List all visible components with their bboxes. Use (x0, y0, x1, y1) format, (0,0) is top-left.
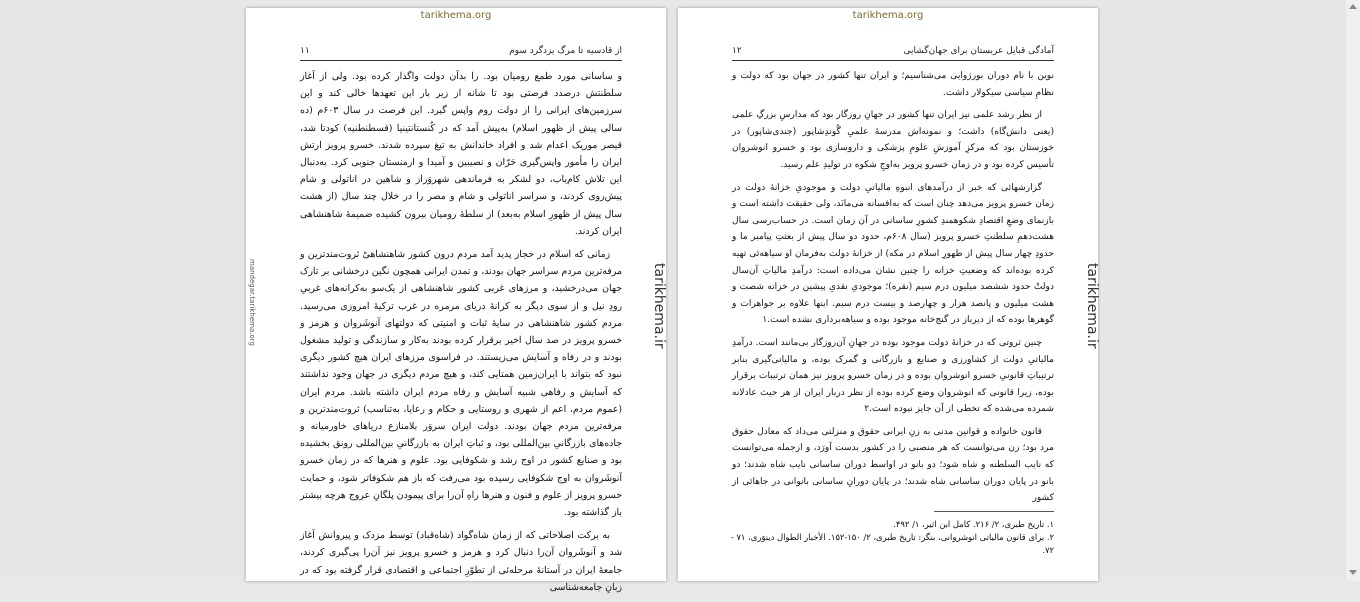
watermark-url: tarikhema.org (420, 10, 492, 21)
page-body (300, 68, 622, 602)
running-title: آمادگی قبایل عربستان برای جهان‌گشایی (903, 46, 1054, 56)
paragraph: به برکت اصلاحاتی که از زمان شاه‌گواد (شاه‌قباد) توسط مزدک و پیروانش آغاز شد و آنوشَروان آن‌را دنبال کرد و هرمز و خسرو پرویز نیز آن‌را پی‌گیری کردند، جامعهٔ ایران در آستانهٔ مرحله‌ئی از تطوّرِ اجتماعی و اقتصادی قرار گرفته بود که در زبانِ جامعه‌شناسی (300, 530, 622, 593)
side-watermark-small: mandegar.tarikhema.org (248, 259, 256, 346)
paragraph: زمانی که اسلام در حجاز پدید آمد مردم درون کشور شاهنشاهیْ ثروت‌مندترین و مرفه‌ترین مردم سراسر جهان بودند، و تمدن ایرانی همچون نگین درخشانی بر تارک جهان می‌درخشید، و مرزهای غربی کشور شاهنشاهی از یک‌سو به‌کرانه‌های غربیِ رودِ نیل و از سوی دیگر به کرانهٔ دریای مرمره در غرب ترکیهٔ امروزی می‌رسید. مردم کشور شاهنشاهی در سایهٔ ثبات و امنیتی که دولتهای آنوشَروان و هرمز و خسرو پرویز در صد سال اخیر برقرار کرده بودند به‌کار و سازندگی و تولید مشغول بودند و در رفاه و آسایش می‌زیستند. در فراسوی مرزهای ایران هیچ کشور دیگری نبود که بتواند با ایران‌زمین همتایی کند، و هیچ مردم دیگری در جهان وجود نداشتند که آسایش و رفاهی شبیه آسایش و رفاه مردم ایران داشته باشد. مردم ایران (عموم مردم، اعم از شهری و روستایی و حکام و رعایا، به‌تناسب) ثروت‌مندترین و مرفه‌ترین مردم جهان بودند. دولت ایران سروَر بلامنازع دریاهای خاورمیانه و جاده‌های بازرگانیِ بین‌المللی بود، و ثباتِ ایران به بازرگانیِ بین‌المللی رونق بخشیده بود و صنایع کشور در اوج رشد و شکوفایی بود. علوم و هنرها که در زمان خسرو آنوشَروان به اوج شکوفایی رسیده بود می‌رفت که باز هم شکوفاتر شود، و حمایت خسرو پرویز از علوم و فنون و هنرها راهِ آن‌را برای پیمودن پلگانِ عروج هرچه بیشتر باز گذاشته بود. (300, 249, 622, 519)
paragraph: و ساسانی مورد طمع رومیان بود. را بدآن دولت واگذار کرده بود. ولی از آغاز سلطنتش درصدد فرصتی بود تا شانه از زیر بار این تعهدها خالی کند و این سرزمین‌های ایرانی را از دولت روم واپس گیرد. این فرصت در سال ۶۰۳م (ده سالی پیش از ظهور اسلام) به‌پیش آمد که در کُنستانتینیا (قسطنطنیه) کودتا شد، قیصر موریک اعدام شد و افراد خاندانش به تیغ سپرده شدند. خسرو پرویز ارتش ایران را مأمور واپس‌گیری حَرّان و نصیبین و آمیدا و ارمنستان جنوبی کرد. به‌دنبال این تلاش کام‌یاب، دو لشکر به فرماندهی شهروَراز و شاهین در اناتولی و شام پیش‌روی کردند، و سراسر اناتولی و شام و مصر را در خلال چند سال (از هشت سال پیش از ظهورِ اسلام به‌بعد) از سلطهٔ رومیان بیرون کشیده ضمیمهٔ شاهنشاهی ایران کردند. (300, 71, 623, 237)
page-body (732, 68, 1054, 513)
watermark-url: tarikhema.org (852, 10, 924, 21)
paragraph: گزارشهائی که خبر از درآمدهای انبوهِ مالیاتیِ دولت و موجودیِ خزانهٔ دولت در زمان خسرو پرویز می‌دهد چنان است که به‌افسانه می‌مانَد، ولی حقیقت داشته است و بازنمای وضعِ اقتصادِ شکوهمندِ کشورِ ساسانی در آن زمان است. در حساب‌رسی سال هشت‌دهمِ سلطنتِ خسرو پرویز (سال ۶۰۸م، حدود دو سال پیش از بعثتِ پیامبر ما و حدودِ چهار سال پیش از ظهورِ اسلام در مکه) از خزانهٔ دولت به‌فرمان او سیاهه‌ئی تهیه کرده بوده‌اند که وضعیتِ خزانه را چنین نشان می‌داده است: درآمدِ مالیاتِ آن‌سال دولتْ حدود ششصد میلیون درم سیم (نقره)؛ موجودیِ نقدیِ پیشین در خزانه شصت و هشت میلیون و پانصد هزار و چهارصد و بیست درم سیم. اینها علاوه بر جواهرات و گوهرها بوده که از دیرباز در گنج‌خانه موجود بوده و سیاهه‌برداری نشده است.۱ (732, 182, 1054, 326)
page-right (678, 8, 1098, 581)
page-number: ۱۲ (732, 46, 742, 56)
running-header (300, 46, 622, 61)
running-header (732, 46, 1054, 61)
side-watermark-big: tarikhema.ir (651, 263, 667, 349)
scroll-down-icon[interactable] (1349, 570, 1357, 575)
paragraph: چنین ثروتی که در خزانهٔ دولت موجود بوده در جهانِ آن‌روزگار بی‌مانند است. درآمدِ مالیاتیِ دولت از کشاورزی و صنایع و بازرگانی و گمرک بوده، و مالیاتی‌گیری بنابر ترتیباتِ قانونیِ خسرو انوشروان بوده و در زمان خسرو پرویز نیز همان ترتیبات برقرار بوده، زیرا قانونی که انوشروان وضع کرده بوده از نظر دربار ایران از هر حیث عادلانه شمرده می‌شده که تخطی از آن جایز نبوده است.۲ (732, 337, 1054, 415)
vertical-scrollbar[interactable] (1346, 0, 1360, 581)
footnote: ۱. تاریخ طبری، ۲/ ۲۱۶. کامل ابن اثیر، ۱/ ۴۹۲. (893, 519, 1054, 529)
running-title: از قادسیه تا مرگ یزدگرد سوم (509, 46, 622, 56)
scroll-up-icon[interactable] (1349, 4, 1357, 9)
page-number: ۱۱ (300, 46, 310, 56)
paragraph: نوین با نام دوران بورژوایی می‌شناسیم؛ و ایران تنها کشور در جهان بود که دولت و نظامِ سیاسی سیکولار داشت. (732, 71, 1054, 98)
paragraph: از نظر رشد علمی نیز ایران تنها کشور در جهانِ روزگار بود که مدارسِ بزرگِ علمی (یعنی دانش‌گاه) داشت؛ و نمونه‌اش مدرسهٔ علمیِ گُوندِشاپور (جندی‌شاپور) در خوزستان بود که مرکزِ آموزشِ علومِ پزشکی و داروسازی بود و خسرو انوشروان تأسیس کرده بود و در زمان خسرو پرویز به‌اوجِ شکوه در تولیدِ علم رسید. (732, 110, 1054, 170)
paragraph: قانون خانواده و قوانین مدنی به زنِ ایرانی حقوق و منزلتی می‌داد که معادل حقوق مرد بود؛ زن می‌توانست که هر منصبی را در کشور بدست آورَد، و ازجمله می‌توانست که نایب السلطنه و شاه شود؛ دو بانو در اواسط دوران ساسانی نایب شاه شدند؛ دو بانو در پایان دوران ساسانی شاه شدند؛ در پایان دورانِ ساسانی بانوانی در جاهائی از کشور (732, 426, 1054, 504)
footnote-separator (934, 511, 1054, 512)
side-watermark-big: tarikhema.ir (1084, 263, 1100, 349)
footnotes (722, 511, 1054, 557)
footnote: ۲. برای قانون مالیاتی انوشروانی، بنگر: تاریخ طبری، ۲/ ۱۵۰-۱۵۲. الأخبار الطوال دینوَری، ۷۱ - ۷۲. (730, 532, 1054, 555)
page-left (246, 8, 666, 593)
